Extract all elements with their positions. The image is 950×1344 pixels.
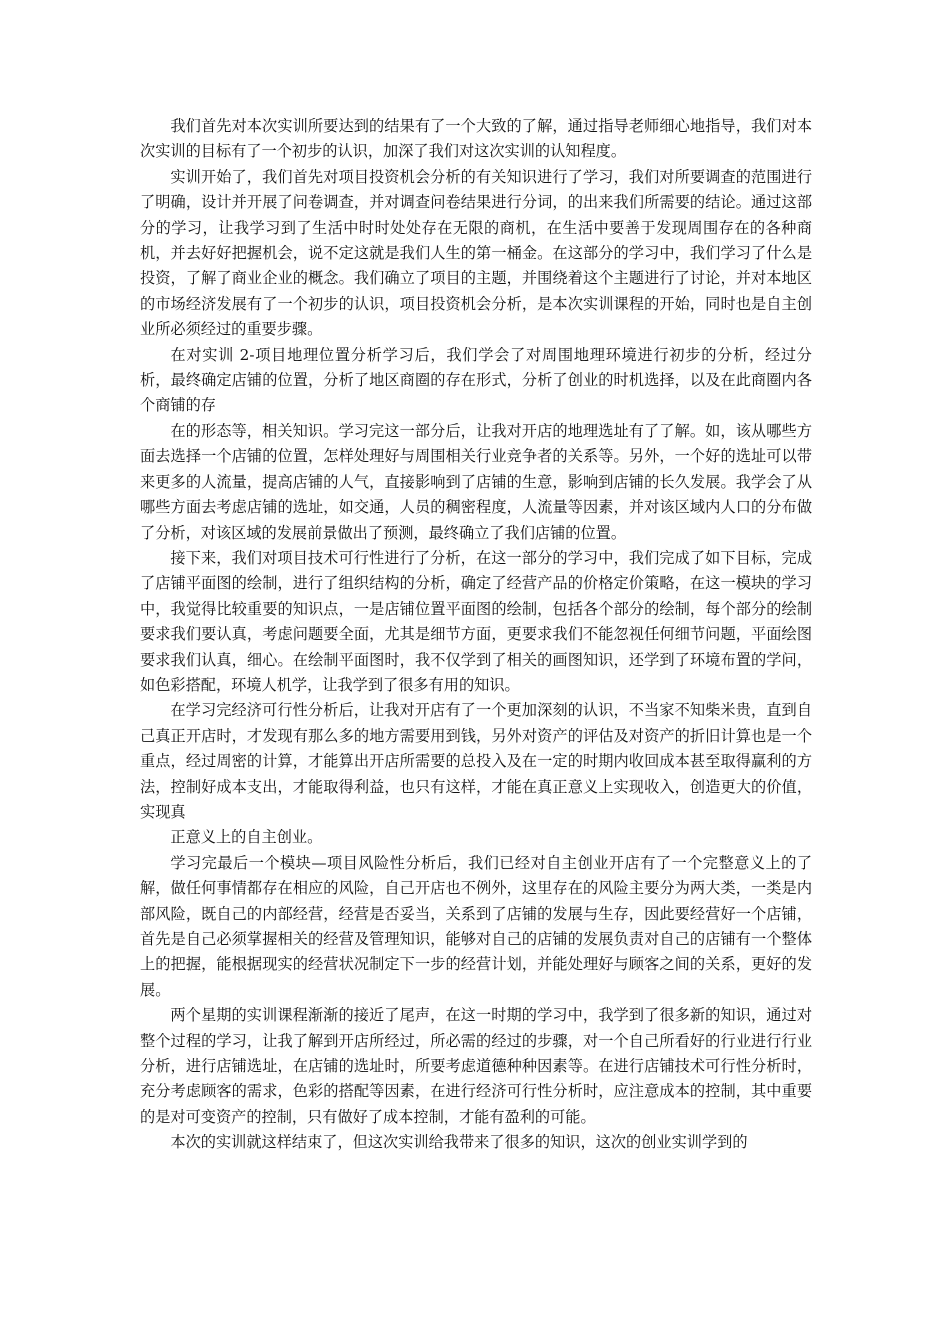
paragraph-4: 在的形态等，相关知识。学习完这一部分后，让我对开店的地理选址有了了解。如，该从哪些方面去选择一个店铺的位置，怎样处理好与周围相关行业竞争者的关系等。另外，一个好的选址可以带来更多的人流量，提高店铺的人气，直接影响到了店铺的生意，影响到店铺的长久发展。我学会了从哪些方面去考虑店铺的选址，如交通，人员的稠密程度，人流量等因素，并对该区域内人口的分布做了分析，对该区域的发展前景做出了预测，最终确立了我们店铺的位置。 [140, 421, 812, 542]
paragraph-7: 正意义上的自主创业。 [170, 828, 323, 847]
paragraph-6: 在学习完经济可行性分析后，让我对开店有了一个更加深刻的认识，不当家不知柴米贵，直到自己真正开店时，才发现有那么多的地方需要用到钱，另外对资产的评估及对资产的折旧计算也是一个重点，经过周密的计算，才能算出开店所需要的总投入及在一定的时期内收回成本甚至取得赢利的方法，控制好成本支出，才能取得利益，也只有这样，才能在真正意义上实现收入，创造更大的价值，实现真 [140, 701, 812, 821]
paragraph-10: 本次的实训就这样结束了，但这次实训给我带来了很多的知识，这次的创业实训学到的 [170, 1133, 748, 1152]
paragraph-9: 两个星期的实训课程渐渐的接近了尾声，在这一时期的学习中，我学到了很多新的知识，通过对整个过程的学习，让我了解到开店所经过，所必需的经过的步骤，对一个自己所看好的行业进行行业分析，进行店铺选址，在店铺的选址时，所要考虑道德种种因素等。在进行店铺技术可行性分析时，充分考虑顾客的需求，色彩的搭配等因素，在进行经济可行性分析时，应注意成本的控制，其中重要的是对可变资产的控制，只有做好了成本控制，才能有盈利的可能。 [140, 1006, 812, 1126]
paragraph-1: 我们首先对本次实训所要达到的结果有了一个大致的了解，通过指导老师细心地指导，我们对本次实训的目标有了一个初步的认识，加深了我们对这次实训的认知程度。 [140, 117, 812, 161]
paragraph-3: 在对实训 2-项目地理位置分析学习后，我们学会了对周围地理环境进行初步的分析，经过分析，最终确定店铺的位置，分析了地区商圈的存在形式，分析了创业的时机选择，以及在此商圈内各个商铺的存 [140, 345, 812, 415]
document-page [140, 114, 812, 1156]
paragraph-2: 实训开始了，我们首先对项目投资机会分析的有关知识进行了学习，我们对所要调查的范围进行了明确，设计并开展了问卷调查，并对调查问卷结果进行分词，的出来我们所需要的结论。通过这部分的学习，让我学习到了生活中时时处处存在无限的商机，在生活中要善于发现周围存在的各种商机，并去好好把握机会，说不定这就是我们人生的第一桶金。在这部分的学习中，我们学习了什么是投资，了解了商业企业的概念。我们确立了项目的主题，并围绕着这个主题进行了讨论，并对本地区的市场经济发展有了一个初步的认识，项目投资机会分析，是本次实训课程的开始，同时也是自主创业所必须经过的重要步骤。 [140, 167, 812, 339]
paragraph-5: 接下来，我们对项目技术可行性进行了分析，在这一部分的学习中，我们完成了如下目标，完成了店铺平面图的绘制，进行了组织结构的分析，确定了经营产品的价格定价策略，在这一模块的学习中，我觉得比较重要的知识点，一是店铺位置平面图的绘制，包括各个部分的绘制，每个部分的绘制要求我们要认真，考虑问题要全面，尤其是细节方面，更要求我们不能忽视任何细节问题，平面绘图要求我们认真，细心。在绘制平面图时，我不仅学到了相关的画图知识，还学到了环境布置的学问，如色彩搭配，环境人机学，让我学到了很多有用的知识。 [140, 548, 812, 694]
paragraph-8: 学习完最后一个模块—项目风险性分析后，我们已经对自主创业开店有了一个完整意义上的了解，做任何事情都存在相应的风险，自己开店也不例外，这里存在的风险主要分为两大类，一类是内部风险，既自己的内部经营，经营是否妥当，关系到了店铺的发展与生存，因此要经营好一个店铺，首先是自己必须掌握相关的经营及管理知识，能够对自己的店铺的发展负责对自己的店铺有一个整体上的把握，能根据现实的经营状况制定下一步的经营计划，并能处理好与顾客之间的关系，更好的发展。 [140, 853, 812, 999]
